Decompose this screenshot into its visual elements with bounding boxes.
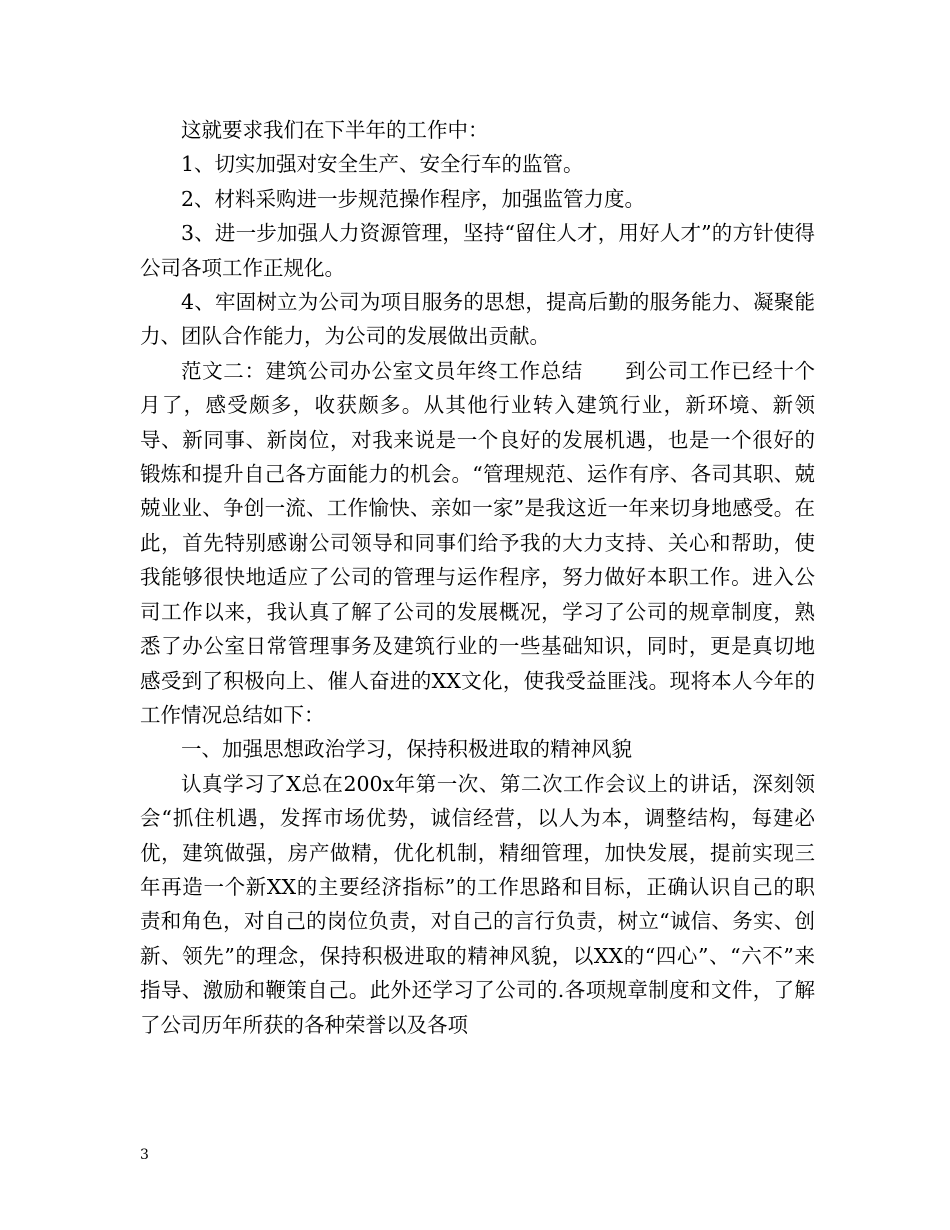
paragraph-intro: 这就要求我们在下半年的工作中： bbox=[181, 118, 489, 142]
paragraph-sample-two: 范文二：建筑公司办公室文员年终工作总结 到公司工作已经十个月了，感受颇多，收获颇多。从其他行业转入建筑行业，新环境、新领导、新同事、新岗位，对我来说是一个良好的发展机遇，也是一个很好的锻炼和提升自己各方面能力的机会。“管理规范、运作有序、各司其职、兢兢业业、争创一流、工作愉快、亲如一家”是我这近一年来切身地感受。在此，首先特别感谢公司领导和同事们给予我的大力支持、关心和帮助，使我能够很快地适应了公司的管理与运作程序，努力做好本职工作。进入公司工作以来，我认真了解了公司的发展概况，学习了公司的规章制度，熟悉了办公室日常管理事务及建筑行业的一些基础知识，同时，更是真切地感受到了积极向上、催人奋进的XX文化，使我受益匪浅。现将本人今年的工作情况总结如下： bbox=[140, 358, 815, 727]
paragraph-study: 认真学习了X总在200x年第一次、第二次工作会议上的讲话，深刻领会“抓住机遇，发挥市场优势，诚信经营，以人为本，调整结构，每建必优，建筑做强，房产做精，优化机制，精细管理，加快发展，提前实现三年再造一个新XX的主要经济指标”的工作思路和目标，正确认识自己的职责和角色，对自己的岗位负责，对自己的言行负责，树立“诚信、务实、创新、领先”的理念，保持积极进取的精神风貌，以XX的“四心”、“六不”来指导、激励和鞭策自己。此外还学习了公司的.各项规章制度和文件，了解了公司历年所获的各种荣誉以及各项 bbox=[140, 771, 815, 1037]
document-body bbox=[140, 113, 815, 1042]
section-heading-one: 一、加强思想政治学习，保持积极进取的精神风貌 bbox=[181, 737, 632, 762]
page-number: 3 bbox=[140, 1147, 149, 1163]
paragraph-item-1: 1、切实加强对安全生产、安全行车的监管。 bbox=[181, 152, 584, 177]
paragraph-item-4: 4、牢固树立为公司为项目服务的思想，提高后勤的服务能力、凝聚能力、团队合作能力，为公司的发展做出贡献。 bbox=[140, 290, 815, 349]
paragraph-item-3: 3、进一步加强人力资源管理，坚持“留住人才，用好人才”的方针使得公司各项工作正规化。 bbox=[140, 221, 815, 280]
paragraph-item-2: 2、材料采购进一步规范操作程序，加强监管力度。 bbox=[181, 186, 646, 211]
